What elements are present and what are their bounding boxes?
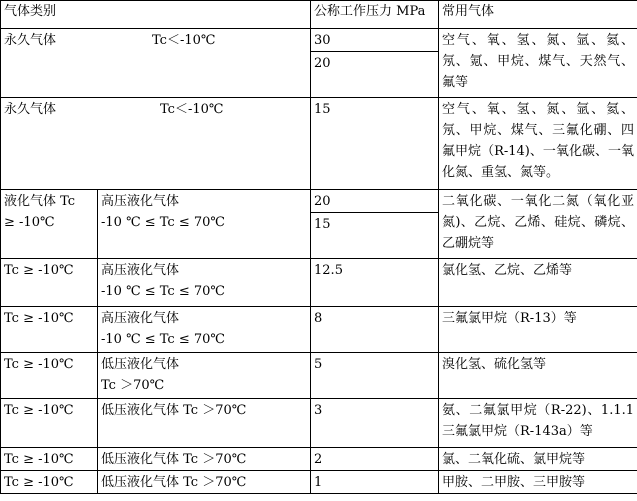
table-row: [1, 399, 637, 448]
pressure-cell: 5: [311, 353, 439, 399]
gases-cell: 三氟氯甲烷（R-13）等: [439, 307, 637, 353]
category-cell: Tc ≥ -10℃: [1, 471, 98, 494]
category-cell: Tc ≥ -10℃: [1, 307, 98, 353]
header-category: 气体类别: [1, 1, 311, 29]
subcategory-cell: 高压液化气体 -10 ℃ ≤ Tc ≤ 70℃: [98, 259, 311, 307]
gases-cell: 氯化氢、乙烷、乙烯等: [439, 259, 637, 307]
pressure-cell: 12.5: [311, 259, 439, 307]
category-main: 永久气体: [4, 102, 57, 117]
subcategory-cell: 低压液化气体 Tc ＞70℃: [98, 353, 311, 399]
pressure-cell: 20: [311, 52, 439, 98]
category-cell: [1, 98, 311, 190]
table-header-row: [1, 1, 637, 29]
header-pressure: 公称工作压力 MPa: [311, 1, 439, 29]
gases-cell: 二氧化碳、一氧化二氮（氧化亚氮)、乙烷、乙烯、硅烷、磷烷、乙硼烷等: [439, 190, 637, 259]
header-gases: 常用气体: [439, 1, 637, 29]
gases-cell: 氨、二氟氯甲烷（R-22)、1.1.1三氟氯甲烷（R-143a）等: [439, 399, 637, 448]
table-row: [1, 471, 637, 494]
subcategory-cell: 低压液化气体 Tc ＞70℃: [98, 448, 311, 471]
category-condition: Tc＜-10℃: [160, 102, 224, 117]
pressure-cell: 8: [311, 307, 439, 353]
pressure-cell: 20: [311, 190, 439, 213]
pressure-cell: 2: [311, 448, 439, 471]
gases-cell: 溴化氢、硫化氢等: [439, 353, 637, 399]
subcategory-cell: 高压液化气体 -10 ℃ ≤ Tc ≤ 70℃: [98, 190, 311, 259]
category-condition: Tc＜-10℃: [152, 33, 216, 48]
gases-cell: 空气、氧、氢、氮、氩、氦、氖、甲烷、煤气、三氟化硼、四氟甲烷（R-14)、一氧化碳、一氧化氮、重氢、氮等。: [439, 98, 637, 190]
pressure-cell: 3: [311, 399, 439, 448]
table-row: [1, 29, 637, 52]
table-row: [1, 259, 637, 307]
category-cell: Tc ≥ -10℃: [1, 448, 98, 471]
subcategory-cell: 低压液化气体 Tc ＞70℃: [98, 399, 311, 448]
category-cell: [1, 29, 311, 98]
table-row: [1, 190, 637, 213]
table-row: [1, 448, 637, 471]
subcategory-cell: 高压液化气体 -10 ℃ ≤ Tc ≤ 70℃: [98, 307, 311, 353]
table-row: [1, 98, 637, 190]
category-cell: Tc ≥ -10℃: [1, 353, 98, 399]
pressure-cell: 1: [311, 471, 439, 494]
category-cell: 液化气体 Tc ≥ -10℃: [1, 190, 98, 259]
category-main: 永久气体: [4, 33, 57, 48]
pressure-cell: 15: [311, 213, 439, 259]
pressure-cell: 30: [311, 29, 439, 52]
category-cell: Tc ≥ -10℃: [1, 399, 98, 448]
gases-cell: 甲胺、二甲胺、三甲胺等: [439, 471, 637, 494]
table-row: [1, 307, 637, 353]
gases-cell: 氯、二氧化硫、氯甲烷等: [439, 448, 637, 471]
gases-cell: 空气、氧、氢、氮、氩、氦、氖、氪、甲烷、煤气、天然气、氟等: [439, 29, 637, 98]
category-cell: Tc ≥ -10℃: [1, 259, 98, 307]
pressure-cell: 15: [311, 98, 439, 190]
subcategory-cell: 低压液化气体 Tc ＞70℃: [98, 471, 311, 494]
table-row: [1, 353, 637, 399]
